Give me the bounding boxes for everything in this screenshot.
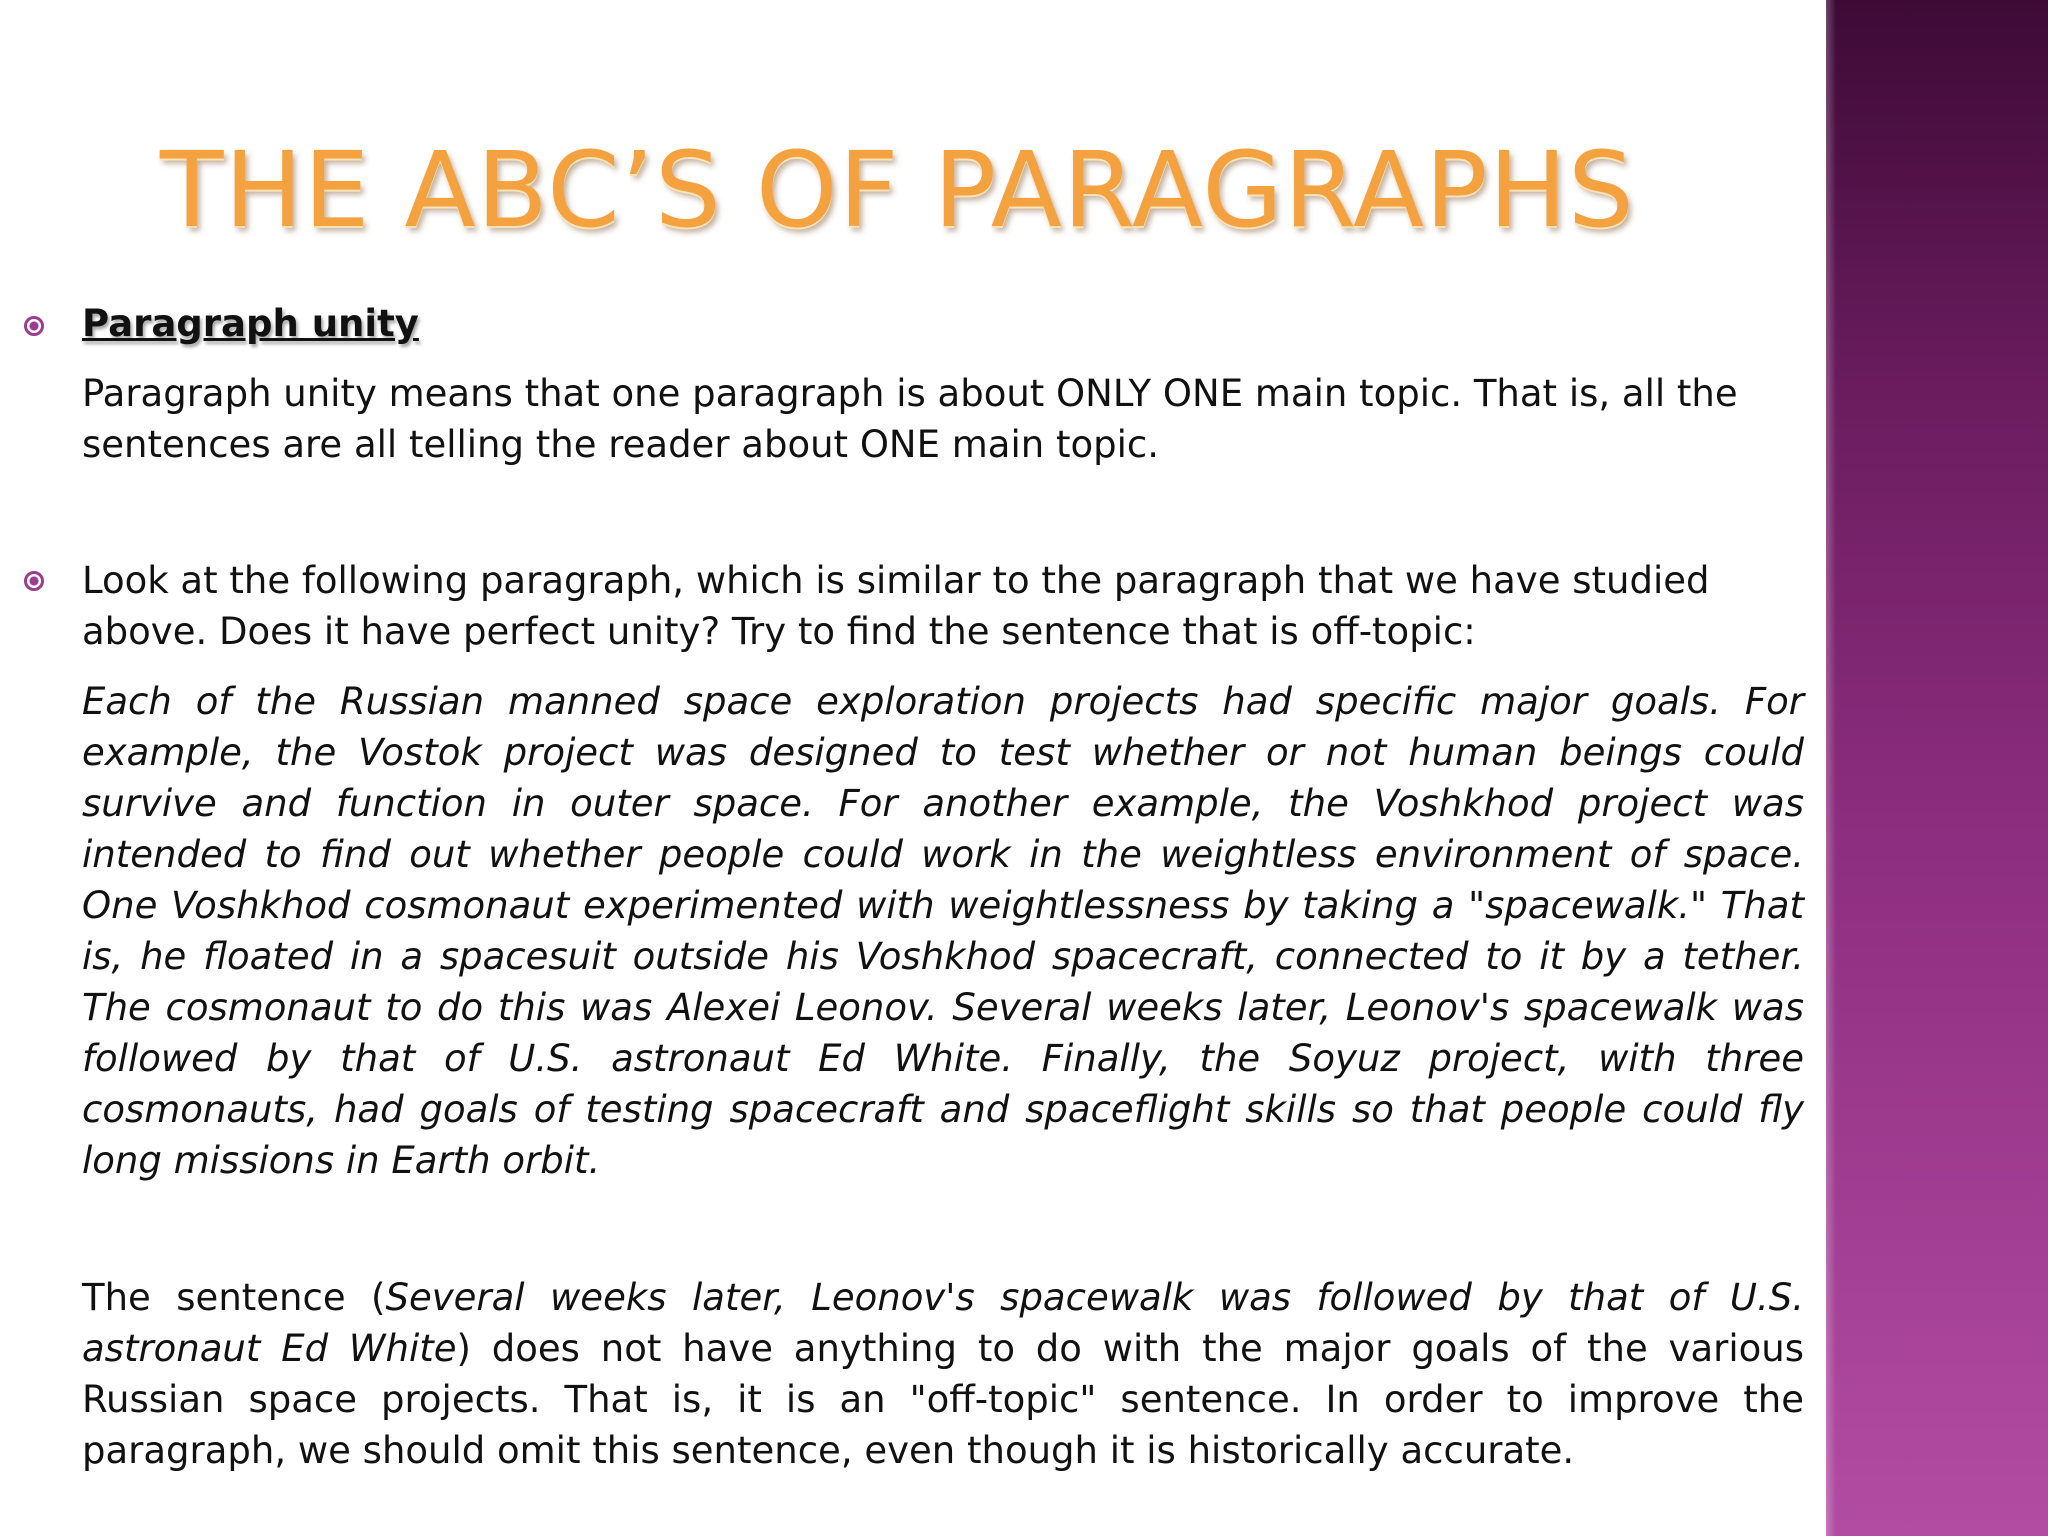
circle-bullet-icon bbox=[24, 316, 44, 336]
circle-bullet-icon bbox=[24, 571, 44, 591]
explanation-suffix: ) does not have anything to do with the major goals of the various Russian space projects. That is, it is an "off-topic" sentence. In order to improve the paragraph, we should omit this sentence, even though it is historically accurate. bbox=[82, 1327, 1804, 1472]
section-heading: Paragraph unity bbox=[82, 302, 419, 345]
slide-title: THE ABC’S OF PARAGRAPHS bbox=[160, 129, 1635, 251]
explanation-prefix: The sentence ( bbox=[82, 1276, 386, 1319]
explanation-paragraph bbox=[82, 1272, 1804, 1476]
explanation-quoted-sentence: Several weeks later, Leonov's spacewalk was followed by that of U.S. astronaut Ed White bbox=[82, 1276, 1804, 1370]
example-paragraph: Each of the Russian manned space exploration projects had specific major goals. For example, the Vostok project was designed to test whether or not human beings could survive and function in outer space. For another example, the Voshkhod project was intended to find out whether people could work in the weightless environment of space. One Voshkhod cosmonaut experimented with weightlessness by taking a "spacewalk." That is, he floated in a spacesuit outside his Voshkhod spacecraft, connected to it by a tether. The cosmonaut to do this was Alexei Leonov. Several weeks later, Leonov's spacewalk was followed by that of U.S. astronaut Ed White. Finally, the Soyuz project, with three cosmonauts, had goals of testing spacecraft and spaceflight skills so that people could fly long missions in Earth orbit. bbox=[82, 680, 1804, 1182]
instruction-text: Look at the following paragraph, which is similar to the paragraph that we have studied above. Does it have perfect unity? Try to find the sentence that is off-topic: bbox=[82, 559, 1710, 653]
decorative-side-band bbox=[1826, 0, 2048, 1536]
unity-definition: Paragraph unity means that one paragraph is about ONLY ONE main topic. That is, all the sentences are all telling the reader about ONE main topic. bbox=[82, 372, 1738, 466]
